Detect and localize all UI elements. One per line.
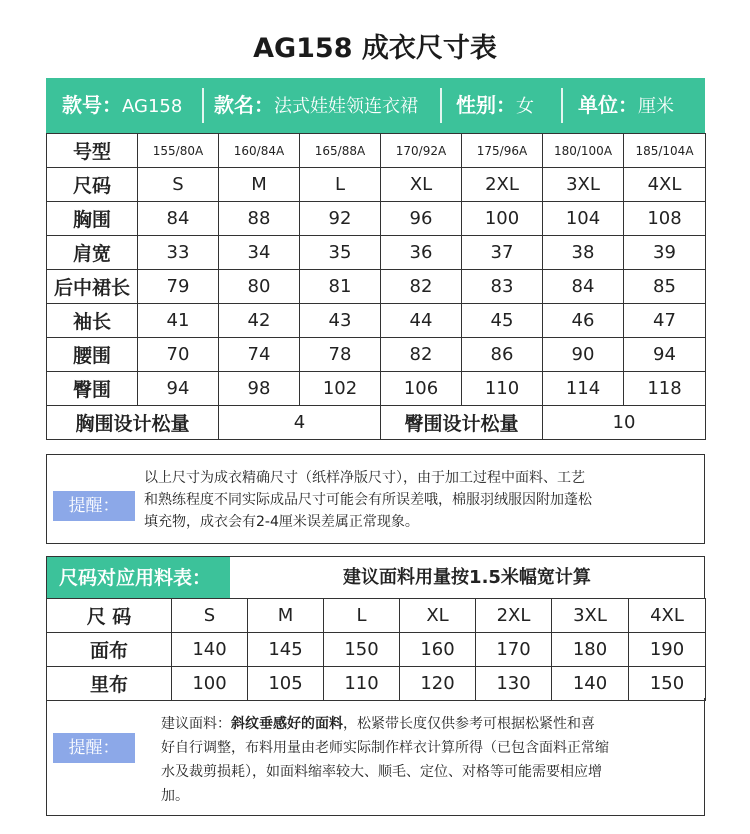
divider [440, 88, 442, 123]
row-header: 胸围 [47, 202, 138, 236]
table-cell: 150 [324, 633, 400, 667]
reminder-box-2 [46, 698, 705, 816]
chest-ease-label: 胸围设计松量 [47, 406, 219, 440]
gender-label: 性别： [456, 93, 516, 117]
table-cell: 96 [381, 202, 462, 236]
style-name-label: 款名： [214, 93, 274, 117]
table-cell: 106 [381, 372, 462, 406]
reminder-tag: 提醒： [53, 733, 135, 763]
table-cell: 80 [219, 270, 300, 304]
table-cell: M [219, 168, 300, 202]
table-cell: 81 [300, 270, 381, 304]
table-cell: 74 [219, 338, 300, 372]
chest-ease-value: 4 [219, 406, 381, 440]
table-cell: 3XL [543, 168, 624, 202]
table-cell: 165/88A [300, 134, 381, 168]
table-row [47, 270, 706, 304]
fabric-table [46, 598, 706, 701]
table-cell: 47 [624, 304, 706, 338]
table-cell: 2XL [476, 599, 552, 633]
table-cell: M [248, 599, 324, 633]
table-cell: XL [400, 599, 476, 633]
reminder-tag: 提醒： [53, 491, 135, 521]
reminder-prefix: 建议面料： [161, 716, 231, 732]
table-cell: 37 [462, 236, 543, 270]
table-cell: 170 [476, 633, 552, 667]
info-header-bar [46, 78, 705, 133]
reminder-text [144, 467, 592, 533]
table-cell: L [300, 168, 381, 202]
table-cell: 180 [552, 633, 629, 667]
style-name [214, 78, 418, 133]
reminder-text [161, 712, 609, 808]
table-cell: 120 [400, 667, 476, 701]
table-cell: 110 [462, 372, 543, 406]
row-header: 尺码 [47, 168, 138, 202]
table-cell: 33 [138, 236, 219, 270]
table-cell: 39 [624, 236, 706, 270]
table-cell: 84 [543, 270, 624, 304]
reminder-box-1 [46, 454, 705, 544]
table-row [47, 372, 706, 406]
row-header: 里布 [47, 667, 172, 701]
table-cell: 114 [543, 372, 624, 406]
row-header: 后中裙长 [47, 270, 138, 304]
gender-value: 女 [516, 96, 534, 117]
table-cell: 82 [381, 338, 462, 372]
row-header: 臀围 [47, 372, 138, 406]
table-cell: 105 [248, 667, 324, 701]
table-cell: 44 [381, 304, 462, 338]
table-cell: 85 [624, 270, 706, 304]
table-row [47, 667, 706, 701]
reminder-line: 填充物，成衣会有2-4厘米误差属正常现象。 [144, 514, 419, 530]
table-cell: S [172, 599, 248, 633]
table-cell: 92 [300, 202, 381, 236]
table-cell: 175/96A [462, 134, 543, 168]
table-cell: 46 [543, 304, 624, 338]
row-header: 尺 码 [47, 599, 172, 633]
page-title: AG158 成衣尺寸表 [253, 33, 497, 64]
table-cell: 94 [624, 338, 706, 372]
table-cell: 190 [629, 633, 706, 667]
table-cell: 70 [138, 338, 219, 372]
style-number-value: AG158 [122, 96, 183, 117]
row-header: 袖长 [47, 304, 138, 338]
table-cell: 100 [172, 667, 248, 701]
gender [456, 78, 534, 133]
reminder-line: 加。 [161, 788, 189, 804]
row-header: 腰围 [47, 338, 138, 372]
table-cell: 140 [172, 633, 248, 667]
table-cell: 160 [400, 633, 476, 667]
style-number-label: 款号： [62, 93, 122, 117]
row-header: 面布 [47, 633, 172, 667]
table-row [47, 338, 706, 372]
table-cell: 170/92A [381, 134, 462, 168]
table-cell: 180/100A [543, 134, 624, 168]
table-row [47, 304, 706, 338]
table-row [47, 599, 706, 633]
table-row [47, 134, 706, 168]
reminder-line: 好自行调整，布料用量由老师实际制作样衣计算所得（已包含面料正常缩 [161, 740, 609, 756]
table-cell: 150 [629, 667, 706, 701]
table-cell: 102 [300, 372, 381, 406]
style-number [62, 78, 182, 133]
ease-row [47, 406, 706, 440]
unit-label: 单位： [578, 93, 638, 117]
table-cell: 130 [476, 667, 552, 701]
table-cell: 34 [219, 236, 300, 270]
table-cell: 42 [219, 304, 300, 338]
reminder-line-rest: ，松紧带长度仅供参考可根据松紧性和喜 [343, 716, 595, 732]
table-cell: 3XL [552, 599, 629, 633]
table-cell: 4XL [624, 168, 706, 202]
table-cell: 100 [462, 202, 543, 236]
table-cell: 140 [552, 667, 629, 701]
table-cell: 78 [300, 338, 381, 372]
size-table [46, 133, 706, 440]
table-cell: 160/84A [219, 134, 300, 168]
table-cell: 185/104A [624, 134, 706, 168]
table-row [47, 202, 706, 236]
fabric-width-note: 建议面料用量按1.5米幅宽计算 [343, 567, 591, 588]
table-cell: 84 [138, 202, 219, 236]
table-cell: 35 [300, 236, 381, 270]
table-cell: 88 [219, 202, 300, 236]
table-cell: L [324, 599, 400, 633]
table-row [47, 236, 706, 270]
table-cell: S [138, 168, 219, 202]
table-row [47, 168, 706, 202]
table-cell: 104 [543, 202, 624, 236]
table-cell: 83 [462, 270, 543, 304]
fabric-header [46, 556, 705, 599]
table-cell: 36 [381, 236, 462, 270]
table-cell: 45 [462, 304, 543, 338]
table-cell: 86 [462, 338, 543, 372]
row-header: 肩宽 [47, 236, 138, 270]
table-row [47, 633, 706, 667]
table-cell: 108 [624, 202, 706, 236]
table-cell: 79 [138, 270, 219, 304]
reminder-line: 和熟练程度不同实际成品尺寸可能会有所误差哦，棉服羽绒服因附加蓬松 [144, 492, 592, 508]
table-cell: 98 [219, 372, 300, 406]
style-name-value: 法式娃娃领连衣裙 [274, 96, 418, 117]
table-cell: 110 [324, 667, 400, 701]
divider [561, 88, 563, 123]
table-cell: 43 [300, 304, 381, 338]
table-cell: 94 [138, 372, 219, 406]
hip-ease-value: 10 [543, 406, 706, 440]
reminder-line: 水及裁剪损耗），如面料缩率较大、顺毛、定位、对格等可能需要相应增 [161, 764, 602, 780]
table-cell: 118 [624, 372, 706, 406]
divider [202, 88, 204, 123]
hip-ease-label: 臀围设计松量 [381, 406, 543, 440]
row-header: 号型 [47, 134, 138, 168]
table-cell: 90 [543, 338, 624, 372]
recommended-fabric: 斜纹垂感好的面料 [231, 716, 343, 732]
table-cell: 82 [381, 270, 462, 304]
table-cell: 145 [248, 633, 324, 667]
table-cell: 38 [543, 236, 624, 270]
table-cell: 2XL [462, 168, 543, 202]
reminder-line [161, 712, 609, 736]
unit-value: 厘米 [638, 96, 674, 117]
fabric-section-label: 尺码对应用料表： [47, 557, 230, 599]
table-cell: 155/80A [138, 134, 219, 168]
table-cell: 41 [138, 304, 219, 338]
unit [578, 78, 674, 133]
table-cell: 4XL [629, 599, 706, 633]
reminder-line: 以上尺寸为成衣精确尺寸（纸样净版尺寸），由于加工过程中面料、工艺 [144, 470, 585, 486]
table-cell: XL [381, 168, 462, 202]
